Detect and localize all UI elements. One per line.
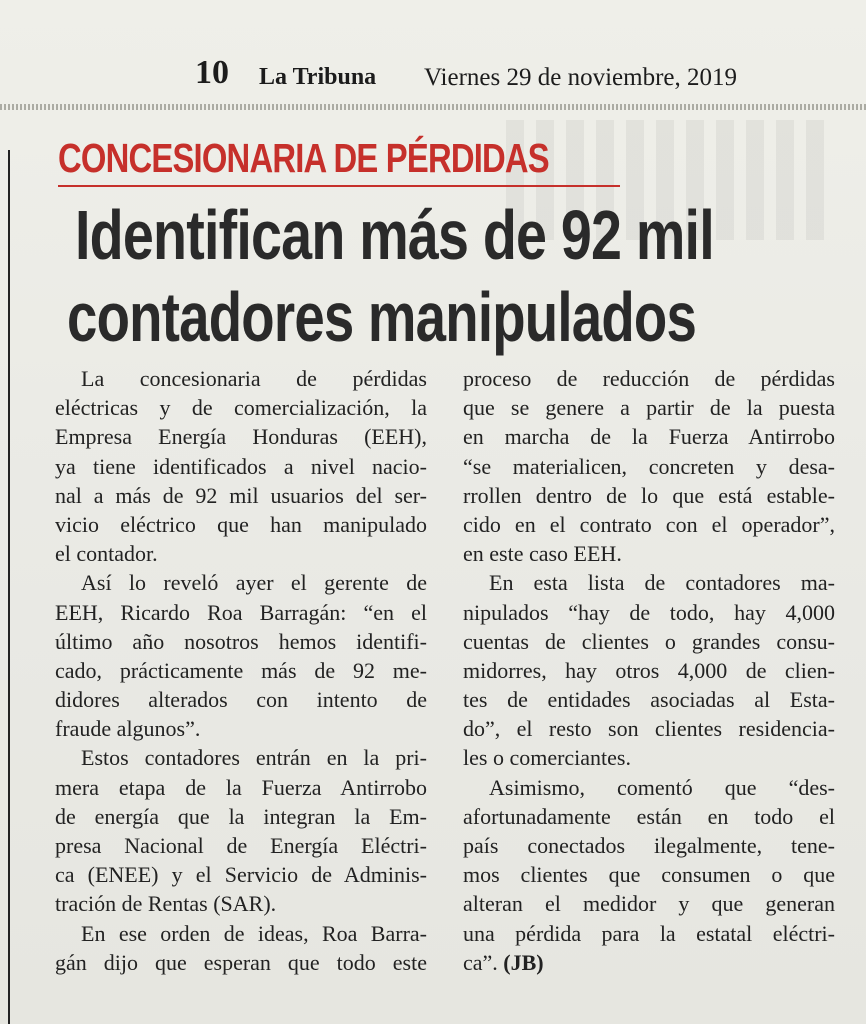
article-column-right [463, 364, 835, 977]
body-line: La concesionaria de pérdidas [81, 366, 427, 391]
masthead [0, 52, 866, 100]
body-line: Empresa Energía Honduras (EEH), [55, 424, 427, 450]
body-line: cuentas de clientes o grandes consu- [463, 628, 835, 654]
final-body-line [463, 948, 835, 977]
body-line: cido en el contrato con el operador”, [463, 511, 835, 537]
body-line: una pérdida para la estatal eléctri- [463, 920, 835, 946]
body-line: en este caso EEH. [463, 541, 622, 567]
body-line: último año nosotros hemos identifi- [55, 628, 427, 654]
body-line: EEH, Ricardo Roa Barragán: “en el [55, 599, 427, 625]
body-line: rrollen dentro de lo que está estable- [463, 482, 835, 508]
body-line: gán dijo que esperan que todo este [55, 949, 427, 975]
masthead-divider [0, 104, 866, 110]
body-line: en marcha de la Fuerza Antirrobo [463, 424, 835, 450]
body-line: Asimismo, comentó que “des- [489, 774, 835, 800]
author-byline: (JB) [503, 949, 544, 975]
body-line: mos clientes que consumen o que [463, 862, 835, 888]
body-line: el contador. [55, 541, 158, 567]
body-line: tes de entidades asociadas al Esta- [463, 687, 835, 713]
body-line: cado, prácticamente más de 92 me- [55, 657, 427, 683]
body-line: fraude algunos”. [55, 716, 201, 742]
publication-name: La Tribuna [259, 64, 377, 90]
publication-date: Viernes 29 de noviembre, 2019 [424, 64, 738, 91]
body-line: que se genere a partir de la puesta [463, 395, 835, 421]
final-line-text: ca”. [463, 949, 498, 975]
headline-line-2: contadores manipulados [67, 278, 697, 356]
body-line: mera etapa de la Fuerza Antirrobo [55, 774, 427, 800]
article-kicker: CONCESIONARIA DE PÉRDIDAS [58, 135, 549, 181]
body-line: tración de Rentas (SAR). [55, 891, 277, 917]
article-column-left [55, 364, 427, 977]
body-line: país conectados ilegalmente, tene- [463, 833, 835, 858]
column-rule [8, 150, 10, 1024]
body-line: afortunadamente están en todo el [463, 803, 835, 829]
body-line: eléctricas y de comercialización, la [55, 395, 427, 421]
body-line: de energía que la integran la Em- [55, 803, 427, 829]
body-line: Así lo reveló ayer el gerente de [81, 570, 427, 596]
body-line: nipulados “hay de todo, hay 4,000 [463, 599, 835, 625]
body-line: “se materialicen, concreten y desa- [463, 453, 835, 479]
body-line: vicio eléctrico que han manipulado [55, 511, 427, 537]
body-line: En ese orden de ideas, Roa Barra- [81, 920, 427, 946]
body-line: nal a más de 92 mil usuarios del ser- [55, 482, 427, 508]
body-line: didores alterados con intento de [55, 687, 427, 713]
body-line: proceso de reducción de pérdidas [463, 366, 835, 391]
body-line: presa Nacional de Energía Eléctri- [55, 833, 427, 858]
body-line: alteran el medidor y que generan [463, 891, 835, 917]
body-line: les o comerciantes. [463, 745, 631, 771]
kicker-underline [58, 185, 620, 187]
page-number: 10 [195, 54, 229, 91]
body-line: midorres, hay otros 4,000 de clien- [463, 657, 835, 683]
body-line: En esta lista de contadores ma- [489, 570, 835, 596]
body-line: ca (ENEE) y el Servicio de Adminis- [55, 862, 427, 888]
body-line: Estos contadores entrán en la pri- [81, 745, 427, 771]
body-line: do”, el resto son clientes residencia- [463, 716, 835, 742]
headline-line-1: Identifican más de 92 mil [75, 196, 714, 274]
body-line: ya tiene identificados a nivel nacio- [55, 453, 427, 479]
